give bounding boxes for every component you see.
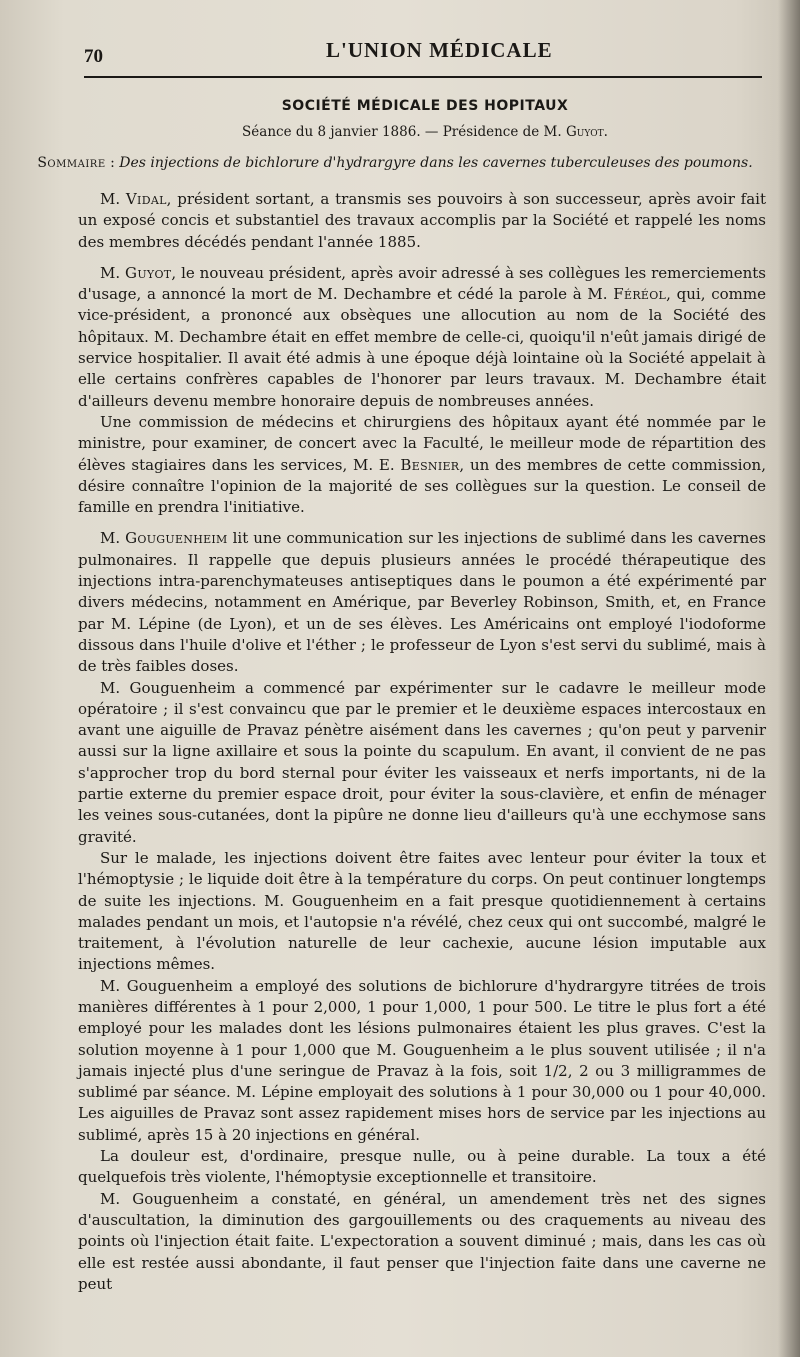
- paragraph: M. Gouguenheim a constaté, en général, un amendement très net des signes d'auscultation, la diminution des gargouillements ou des craquements au niveau des points où l'injection était faite. L'expectoration a souvent diminué ; mais, dans les cas où elle est restée aussi abondante, il faut penser que l'injection faite dans une caverne ne peut: [78, 1189, 766, 1293]
- summary-label: Sommaire: [37, 155, 106, 171]
- paragraph: Une commission de médecins et chirurgiens des hôpitaux ayant été nommée par le ministre, pour examiner, de concert avec la Faculté, le meilleur mode de répartition des élèves stagiaires dans les services, M. E. Besnier, un des membres de cette commission, désire connaître l'opinion de la majorité de ses collègues sur la question. Le conseil de famille en prendra l'initiative.: [78, 412, 766, 517]
- paragraph: M. Gouguenheim a commencé par expérimenter sur le cadavre le meilleur mode opératoire ; il s'est convaincu que par le premier et le deuxième espaces intercostaux en avant une aiguille de Pravaz pénètre aisément dans les cavernes ; qu'on peut y parvenir aussi sur la ligne axillaire et sous la pointe du scapulum. En avant, il convient de ne pas s'approcher trop du bord sternal pour éviter les vaisseaux et nerfs importants, ni de la partie externe du premier espace droit, pour éviter la sous-clavière, et enfin de ménager les veines sous-cutanées, dont la pipûre ne donne lieu d'ailleurs qu'à une ecchymose sans gravité.: [78, 678, 766, 846]
- running-head: [84, 38, 766, 68]
- paragraph: Sur le malade, les injections doivent être faites avec lenteur pour éviter la toux et l'hémoptysie ; le liquide doit être à la température du corps. On peut continuer longtemps de suite les injections. M. Gouguenheim en a fait presque quotidiennement à certains malades pendant un mois, et l'autopsie n'a révélé, chez ceux qui ont succombé, malgré le traitement, à l'évolution naturelle de leur cachexie, aucune lésion imputable aux injections mêmes.: [78, 848, 766, 974]
- session-president: Guyot.: [565, 124, 608, 140]
- paragraph: M. Vidal, président sortant, a transmis ses pouvoirs à son successeur, après avoir fait un exposé concis et substantiel des travaux accomplis par la Société et rappelé les noms des membres décédés pendant l'année 1885.: [78, 190, 766, 251]
- summary-separator: :: [105, 155, 120, 171]
- header-rule: [84, 76, 762, 78]
- session-line: [84, 124, 766, 140]
- paragraph: M. Guyot, le nouveau président, après avoir adressé à ses collègues les remerciements d'usage, a annoncé la mort de M. Dechambre et cédé la parole à M. Féréol, qui, comme vice-président, a prononcé aux obsèques une allocution au nom de la Société des hôpitaux. M. Dechambre était en effet membre de celle-ci, quoiqu'il n'eût jamais dirigé de service hospitalier. Il avait été admis à une époque déjà lointaine où la Société appelait à elle certains confrères capables de l'honorer par leurs travaux. M. Dechambre était d'ailleurs devenu membre honoraire depuis de nombreuses années.: [78, 263, 766, 410]
- paragraph: M. Gouguenheim lit une communication sur les injections de sublimé dans les cavernes pulmonaires. Il rappelle que depuis plusieurs années le procédé thérapeutique des injections intra-parenchymateuses antiseptiques dans le poumon a été expérimenté par divers médecins, notamment en Amérique, par Beverley Robinson, Smith, et, en France par M. Lépine (de Lyon), et un de ses élèves. Les Américains ont employé l'iodoforme dissous dans l'huile d'olive et l'éther ; le professeur de Lyon s'est servi du sublimé, mais à de très faibles doses.: [78, 529, 766, 676]
- society-title: SOCIÉTÉ MÉDICALE DES HOPITAUX: [281, 98, 569, 114]
- paragraph: M. Gouguenheim a employé des solutions de bichlorure d'hydrargyre titrées de trois manières différentes à 1 pour 2,000, 1 pour 1,000, 1 pour 500. Le titre le plus fort a été employé pour les malades dont les lésions pulmonaires étaient les plus graves. C'est la solution moyenne à 1 pour 1,000 que M. Gouguenheim a le plus souvent utilisée ; il n'a jamais injecté plus d'une seringue de Pravaz à la fois, soit 1/2, 2 ou 3 milligrammes de sublimé par séance. M. Lépine employait des solutions à 1 pour 30,000 ou 1 pour 40,000. Les aiguilles de Pravaz sont assez rapidement mises hors de service par les injections au sublimé, après 15 à 20 injections en général.: [78, 976, 766, 1144]
- article-body: [78, 189, 766, 1295]
- session-prefix: Séance du 8 janvier 1886. — Présidence de M.: [242, 124, 562, 140]
- summary-text: Des injections de bichlorure d'hydrargyre dans les cavernes tuberculeuses des poumons.: [119, 155, 753, 171]
- summary: [24, 154, 766, 173]
- page-number: 70: [84, 46, 103, 67]
- paragraph: La douleur est, d'ordinaire, presque nulle, ou à peine durable. La toux a été quelquefois très violente, l'hémoptysie exceptionnelle et transitoire.: [78, 1147, 766, 1187]
- journal-title: L'UNION MÉDICALE: [326, 38, 553, 62]
